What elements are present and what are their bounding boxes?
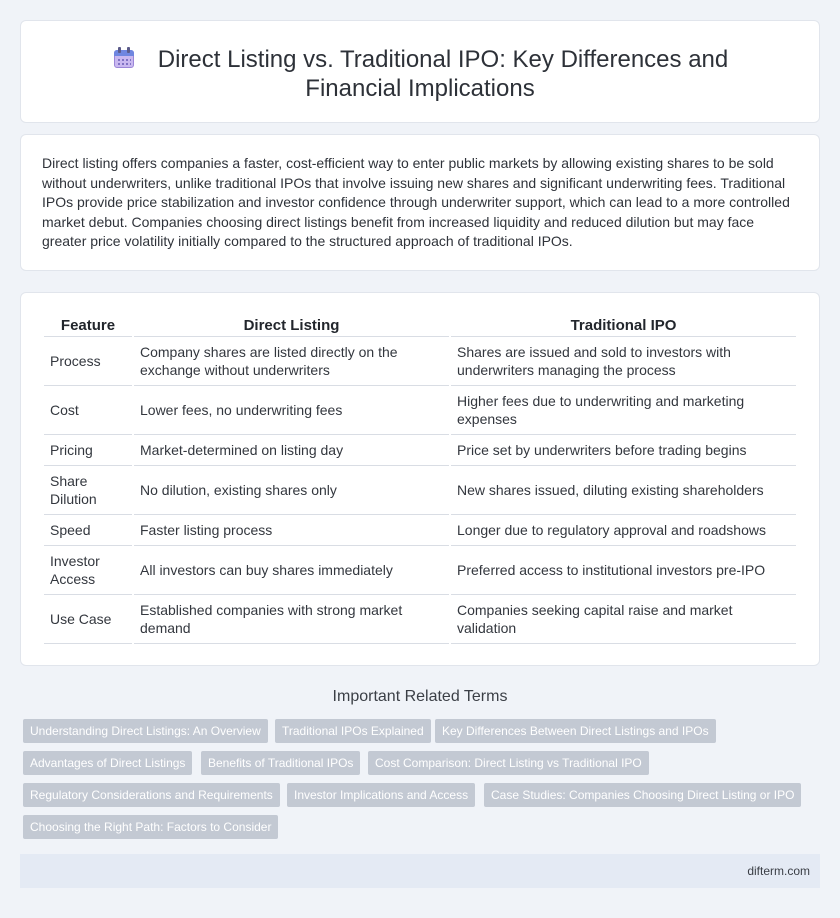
feature-cell: Cost [44, 386, 132, 435]
header-feature: Feature [44, 315, 132, 337]
direct-listing-cell: Lower fees, no underwriting fees [134, 386, 449, 435]
direct-listing-cell: All investors can buy shares immediately [134, 546, 449, 595]
table-row [44, 466, 796, 515]
feature-cell: Process [44, 337, 132, 386]
table-row [44, 386, 796, 435]
table-header-row [44, 315, 796, 337]
feature-cell: Share Dilution [44, 466, 132, 515]
calendar-icon [112, 46, 136, 70]
feature-cell: Pricing [44, 435, 132, 466]
traditional-ipo-cell: New shares issued, diluting existing shareholders [451, 466, 796, 515]
related-term-tag[interactable]: Investor Implications and Access [287, 783, 475, 807]
table-row [44, 435, 796, 466]
traditional-ipo-cell: Preferred access to institutional investors pre-IPO [451, 546, 796, 595]
traditional-ipo-cell: Longer due to regulatory approval and roadshows [451, 515, 796, 546]
table-row [44, 337, 796, 386]
traditional-ipo-cell: Price set by underwriters before trading begins [451, 435, 796, 466]
header-direct-listing: Direct Listing [134, 315, 449, 337]
direct-listing-cell: No dilution, existing shares only [134, 466, 449, 515]
page-title: Direct Listing vs. Traditional IPO: Key Differences and Financial Implications [157, 46, 729, 102]
related-term-tag[interactable]: Cost Comparison: Direct Listing vs Traditional IPO [368, 751, 649, 775]
comparison-table-card [20, 292, 820, 666]
related-term-tag[interactable]: Case Studies: Companies Choosing Direct Listing or IPO [484, 783, 801, 807]
related-terms-title: Important Related Terms [332, 688, 508, 705]
traditional-ipo-cell: Companies seeking capital raise and market validation [451, 595, 796, 644]
direct-listing-cell: Market-determined on listing day [134, 435, 449, 466]
intro-text: Direct listing offers companies a faster, cost-efficient way to enter public markets by allowing existing shares to be sold without underwriters, unlike traditional IPOs that involve issuing new shares and significant underwriting fees. Traditional IPOs provide price stabilization and investor confidence through underwriter support, which can lead to a more controlled market debut. Companies choosing direct listings benefit from increased liquidity and reduced dilution but may face greater price volatility initially compared to the structured approach of traditional IPOs. [42, 155, 790, 250]
traditional-ipo-cell: Higher fees due to underwriting and marketing expenses [451, 386, 796, 435]
comparison-table [42, 315, 798, 644]
related-term-tag[interactable]: Regulatory Considerations and Requirements [23, 783, 280, 807]
direct-listing-cell: Company shares are listed directly on the exchange without underwriters [134, 337, 449, 386]
header-traditional-ipo: Traditional IPO [451, 315, 796, 337]
traditional-ipo-cell: Shares are issued and sold to investors with underwriters managing the process [451, 337, 796, 386]
footer [20, 854, 820, 888]
direct-listing-cell: Faster listing process [134, 515, 449, 546]
related-term-tag[interactable]: Advantages of Direct Listings [23, 751, 192, 775]
related-term-tag[interactable]: Benefits of Traditional IPOs [201, 751, 360, 775]
intro-card [20, 134, 820, 271]
footer-site[interactable]: difterm.com [747, 864, 810, 878]
related-term-tag[interactable]: Key Differences Between Direct Listings and IPOs [435, 719, 716, 743]
related-term-tag[interactable]: Choosing the Right Path: Factors to Consider [23, 815, 278, 839]
page-title-wrap [61, 45, 779, 103]
header-card [20, 20, 820, 123]
related-term-tag[interactable]: Traditional IPOs Explained [275, 719, 431, 743]
feature-cell: Speed [44, 515, 132, 546]
table-row [44, 546, 796, 595]
table-row [44, 515, 796, 546]
direct-listing-cell: Established companies with strong market demand [134, 595, 449, 644]
feature-cell: Investor Access [44, 546, 132, 595]
related-term-tag[interactable]: Understanding Direct Listings: An Overview [23, 719, 268, 743]
feature-cell: Use Case [44, 595, 132, 644]
table-row [44, 595, 796, 644]
